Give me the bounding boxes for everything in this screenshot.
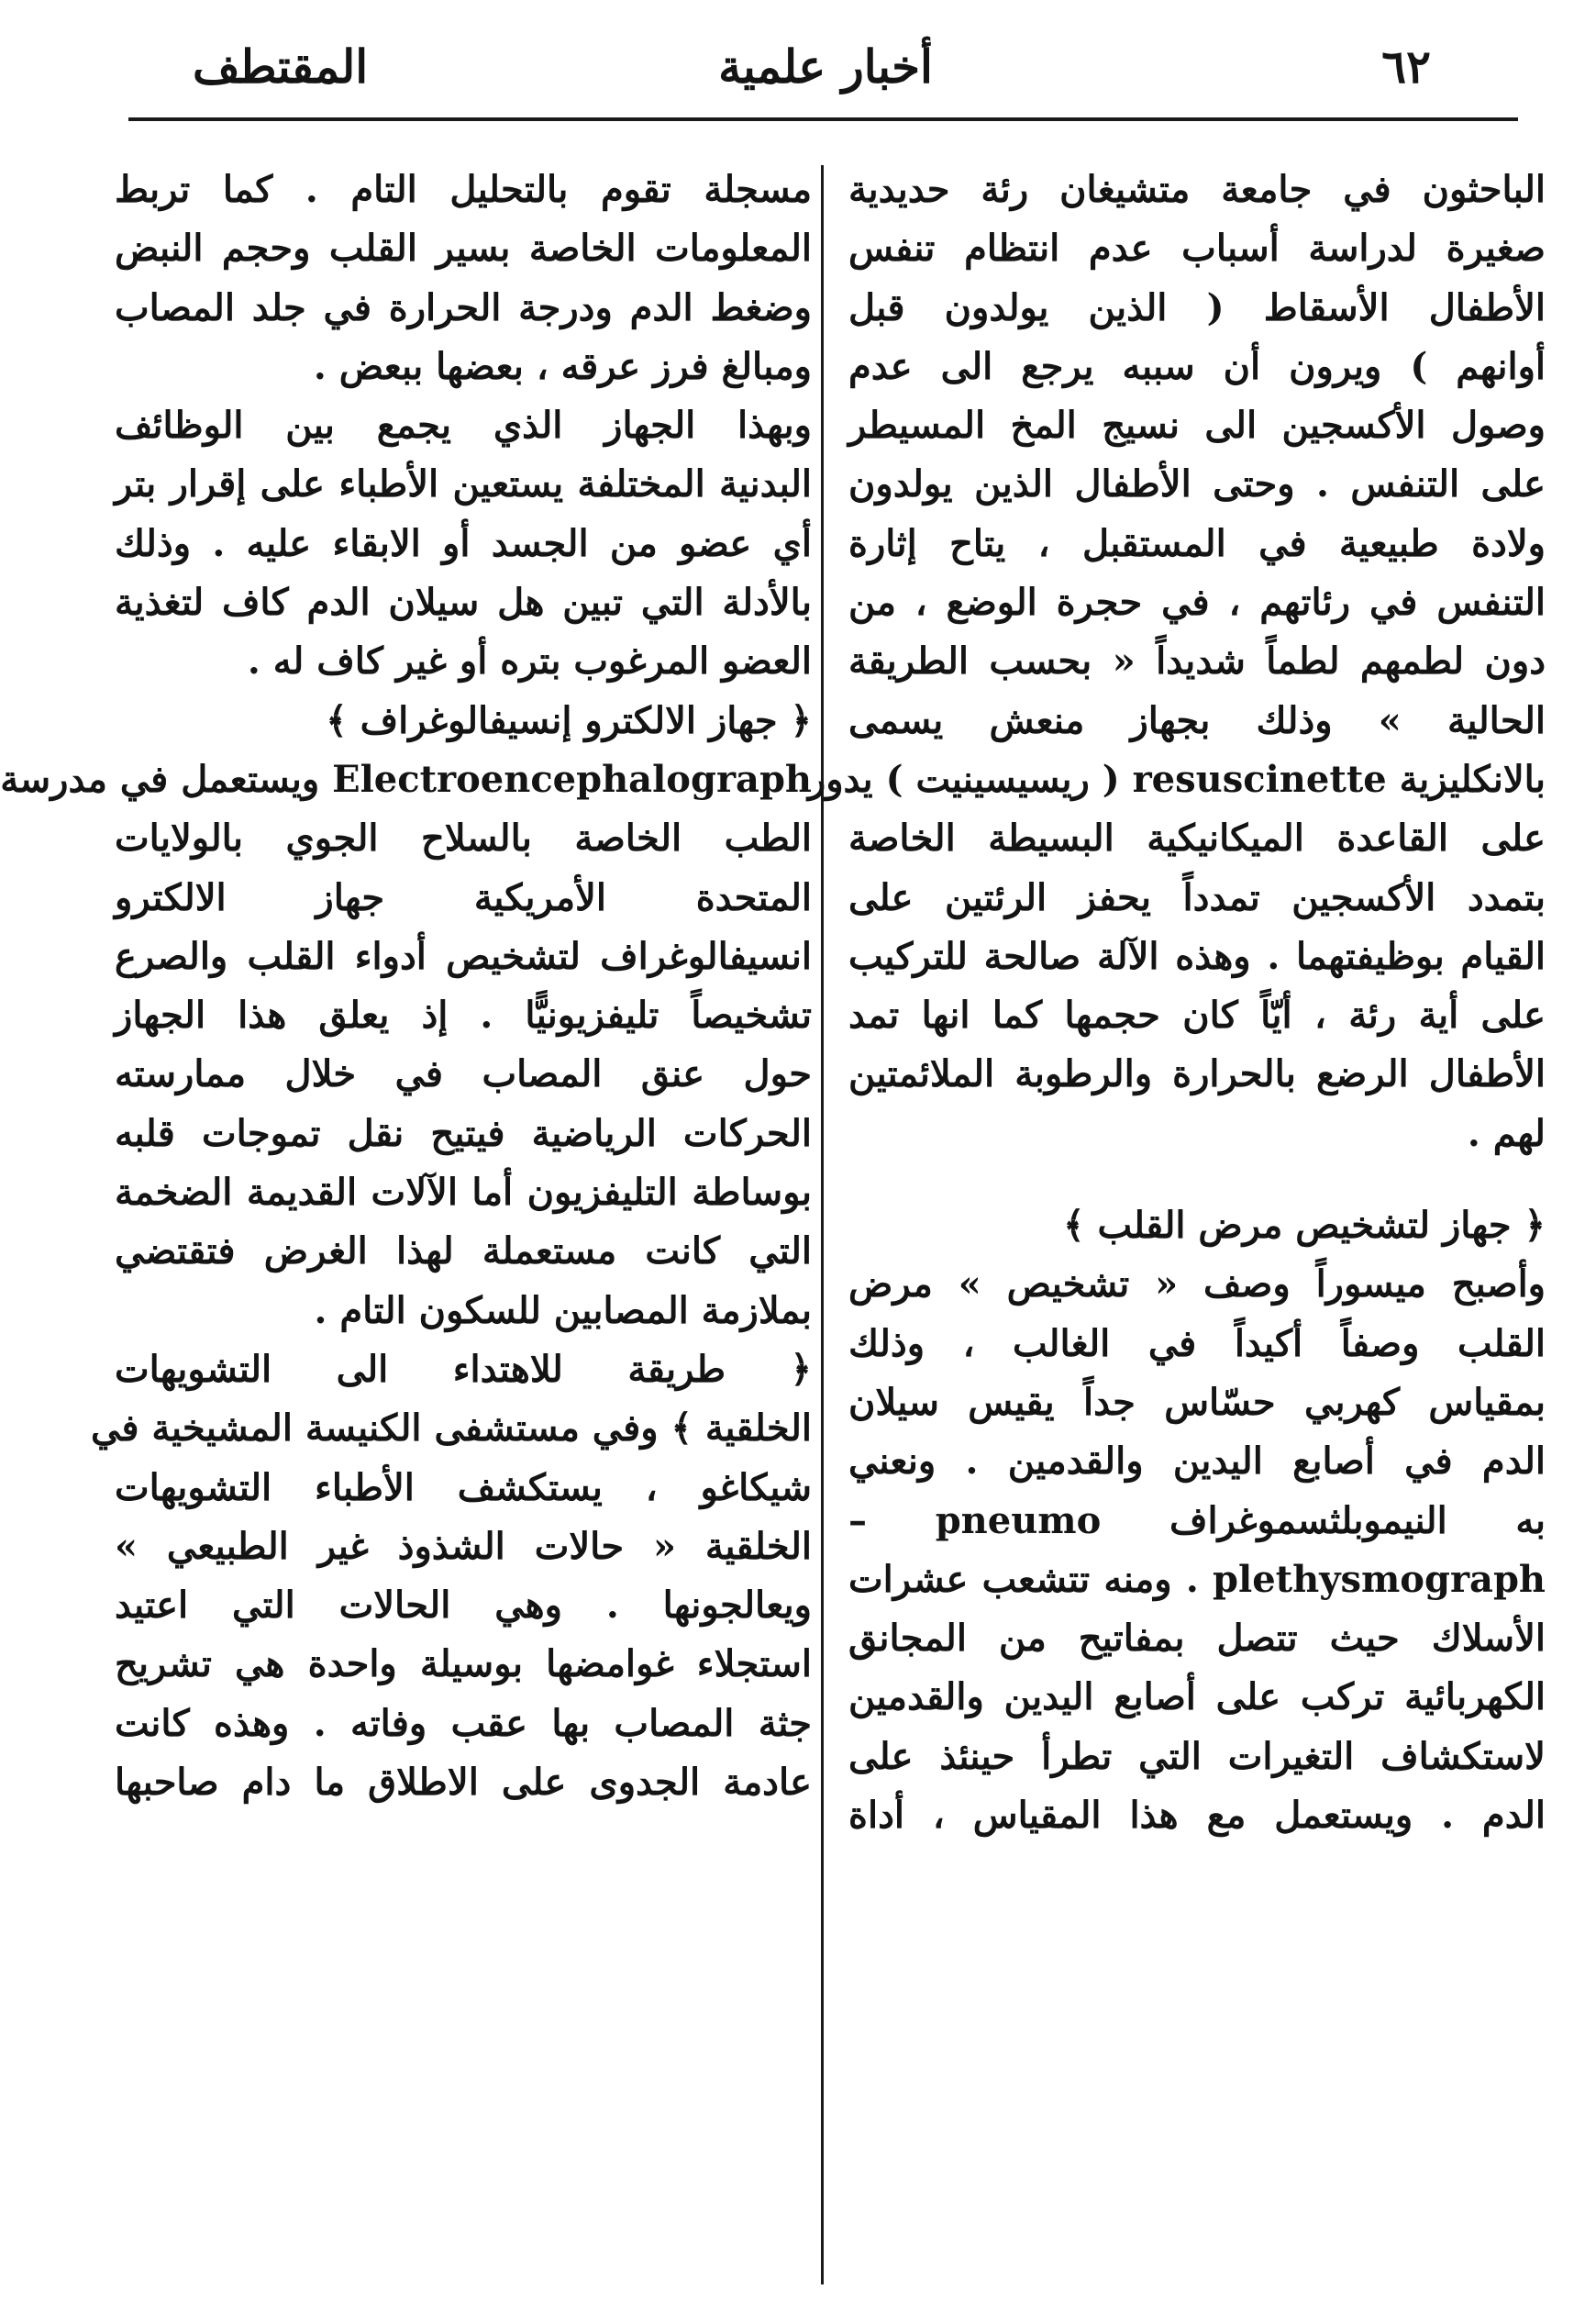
text-line: على التنفس . وحتى الأطفال الذين يولدون bbox=[848, 462, 1546, 506]
text-line: الأسلاك حيث تتصل بمفاتيح من المجانق bbox=[848, 1617, 1546, 1661]
text-line: الحركات الرياضية فيتيح نقل تموجات قلبه bbox=[115, 1111, 812, 1155]
text-line: plethysmograph . ومنه تتشعب عشرات bbox=[848, 1557, 1546, 1601]
text-line: التنفس في رئاتهم ، في حجرة الوضع ، من bbox=[848, 581, 1546, 625]
text-line: الخلقية ﴾ وفي مستشفى الكنيسة المشيخية في bbox=[91, 1406, 812, 1451]
text-line: بوساطة التليفزيون أما الآلات القديمة الضخمة bbox=[115, 1171, 812, 1215]
text-line: بالأدلة التي تبين هل سيلان الدم كاف لتغذية bbox=[115, 581, 812, 625]
text-line: به النيموبلثسموغراف pneumo – bbox=[848, 1498, 1546, 1542]
text-line: تشخيصاً تليفزيونيًّا . إذ يعلق هذا الجهاز bbox=[115, 994, 812, 1038]
text-line: الكهربائية تركب على أصابع اليدين والقدمين bbox=[848, 1675, 1546, 1719]
paragraph-end-line: ومبالغ فرز عرقه ، بعضها ببعض . bbox=[313, 344, 812, 388]
text-line: صغيرة لدراسة أسباب عدم انتظام تنفس bbox=[848, 227, 1546, 271]
text-line: الطب الخاصة بالسلاح الجوي بالولايات bbox=[115, 817, 812, 861]
paragraph-end-line: لهم . bbox=[1467, 1111, 1546, 1155]
text-line: التي كانت مستعملة لهذا الغرض فتقتضي bbox=[115, 1229, 812, 1273]
article-heading-eeg: ﴿ جهاز الالكترو إنسيفالوغراف ﴾ bbox=[326, 698, 812, 742]
text-line: وأصبح ميسوراً وصف « تشخيص » مرض bbox=[848, 1262, 1546, 1306]
text-line-with-latin-term: Electroencephalograph ويستعمل في مدرسة bbox=[0, 757, 812, 801]
text-line: الأطفال الرضع بالحرارة والرطوبة الملائمتين bbox=[848, 1052, 1546, 1096]
text-line: الدم . ويستعمل مع هذا المقياس ، أداة bbox=[848, 1794, 1546, 1838]
text-line: عادمة الجدوى على الاطلاق ما دام صاحبها bbox=[115, 1761, 812, 1805]
paragraph-end-line: بملازمة المصابين للسكون التام . bbox=[314, 1288, 812, 1332]
text-line: الباحثون في جامعة متشيغان رئة حديدية bbox=[848, 168, 1546, 211]
right-column bbox=[807, 161, 1546, 1845]
journal-name: المقتطف bbox=[193, 39, 369, 94]
text-line: الدم في أصابع اليدين والقدمين . ونعني bbox=[848, 1439, 1546, 1484]
text-line: جثة المصاب بها عقب وفاته . وهذه كانت bbox=[115, 1701, 812, 1745]
text-line: الأطفال الأسقاط ( الذين يولدون قبل bbox=[848, 285, 1546, 329]
text-line: ويعالجونها . وهي الحالات التي اعتيد bbox=[115, 1584, 812, 1628]
text-line: بمقياس كهربي حسّاس جداً يقيس سيلان bbox=[848, 1380, 1546, 1424]
text-line: على أية رئة ، أيّاً كان حجمها كما انها تمد bbox=[848, 994, 1546, 1038]
paragraph-end-line: العضو المرغوب بتره أو غير كاف له . bbox=[247, 639, 812, 684]
text-line: أوانهم ) ويرون أن سببه يرجع الى عدم bbox=[848, 344, 1546, 388]
page-number: ٦٢ bbox=[1381, 39, 1431, 94]
header-rule bbox=[128, 117, 1518, 121]
text-line: مسجلة تقوم بالتحليل التام . كما تربط bbox=[115, 168, 812, 211]
text-line: على القاعدة الميكانيكية البسيطة الخاصة bbox=[848, 817, 1546, 861]
text-line: بتمدد الأكسجين تمدداً يحفز الرئتين على bbox=[848, 875, 1546, 919]
section-title: أخبار علمية bbox=[718, 39, 933, 94]
text-line: الخلقية « حالات الشذوذ غير الطبيعي » bbox=[115, 1524, 812, 1568]
text-line: المتحدة الأمريكية جهاز الالكترو bbox=[115, 875, 812, 919]
text-line: القلب وصفاً أكيداً في الغالب ، وذلك bbox=[848, 1321, 1546, 1365]
text-line: حول عنق المصاب في خلال ممارسته bbox=[115, 1052, 812, 1096]
text-line: المعلومات الخاصة بسير القلب وحجم النبض bbox=[115, 227, 812, 271]
column-divider bbox=[821, 165, 824, 2284]
paragraph-gap bbox=[848, 1163, 1546, 1196]
article-heading-heart-diagnosis: ﴿ جهاز لتشخيص مرض القلب ﴾ bbox=[1063, 1204, 1546, 1248]
text-line: انسيفالوغراف لتشخيص أدواء القلب والصرع bbox=[115, 934, 812, 978]
left-column bbox=[0, 161, 812, 1812]
text-line: أي عضو من الجسد أو الابقاء عليه . وذلك bbox=[115, 521, 812, 565]
text-line: الحالية » وذلك بجهاز منعش يسمى bbox=[848, 698, 1546, 742]
text-line: وبهذا الجهاز الذي يجمع بين الوظائف bbox=[115, 404, 812, 448]
text-line: القيام بوظيفتهما . وهذه الآلة صالحة للتركيب bbox=[848, 934, 1546, 978]
text-line: بالانكليزية resuscinette ( ريسيسينيت ) يدور bbox=[807, 757, 1546, 801]
text-line: وضغط الدم ودرجة الحرارة في جلد المصاب bbox=[115, 285, 812, 329]
article-heading-congenital-deformities: ﴿ طريقة للاهتداء الى التشويهات bbox=[115, 1347, 812, 1391]
text-line: وصول الأكسجين الى نسيج المخ المسيطر bbox=[848, 404, 1546, 448]
running-header bbox=[183, 35, 1468, 99]
text-line: لاستكشاف التغيرات التي تطرأ حينئذ على bbox=[848, 1734, 1546, 1778]
text-line: دون لطمهم لطماً شديداً « بحسب الطريقة bbox=[848, 639, 1546, 684]
text-line: استجلاء غوامضها بوسيلة واحدة هي تشريح bbox=[115, 1642, 812, 1686]
text-line: شيكاغو ، يستكشف الأطباء التشويهات bbox=[115, 1465, 812, 1509]
text-line: ولادة طبيعية في المستقبل ، يتاح إثارة bbox=[848, 521, 1546, 565]
text-line: البدنية المختلفة يستعين الأطباء على إقرار بتر bbox=[115, 462, 812, 506]
